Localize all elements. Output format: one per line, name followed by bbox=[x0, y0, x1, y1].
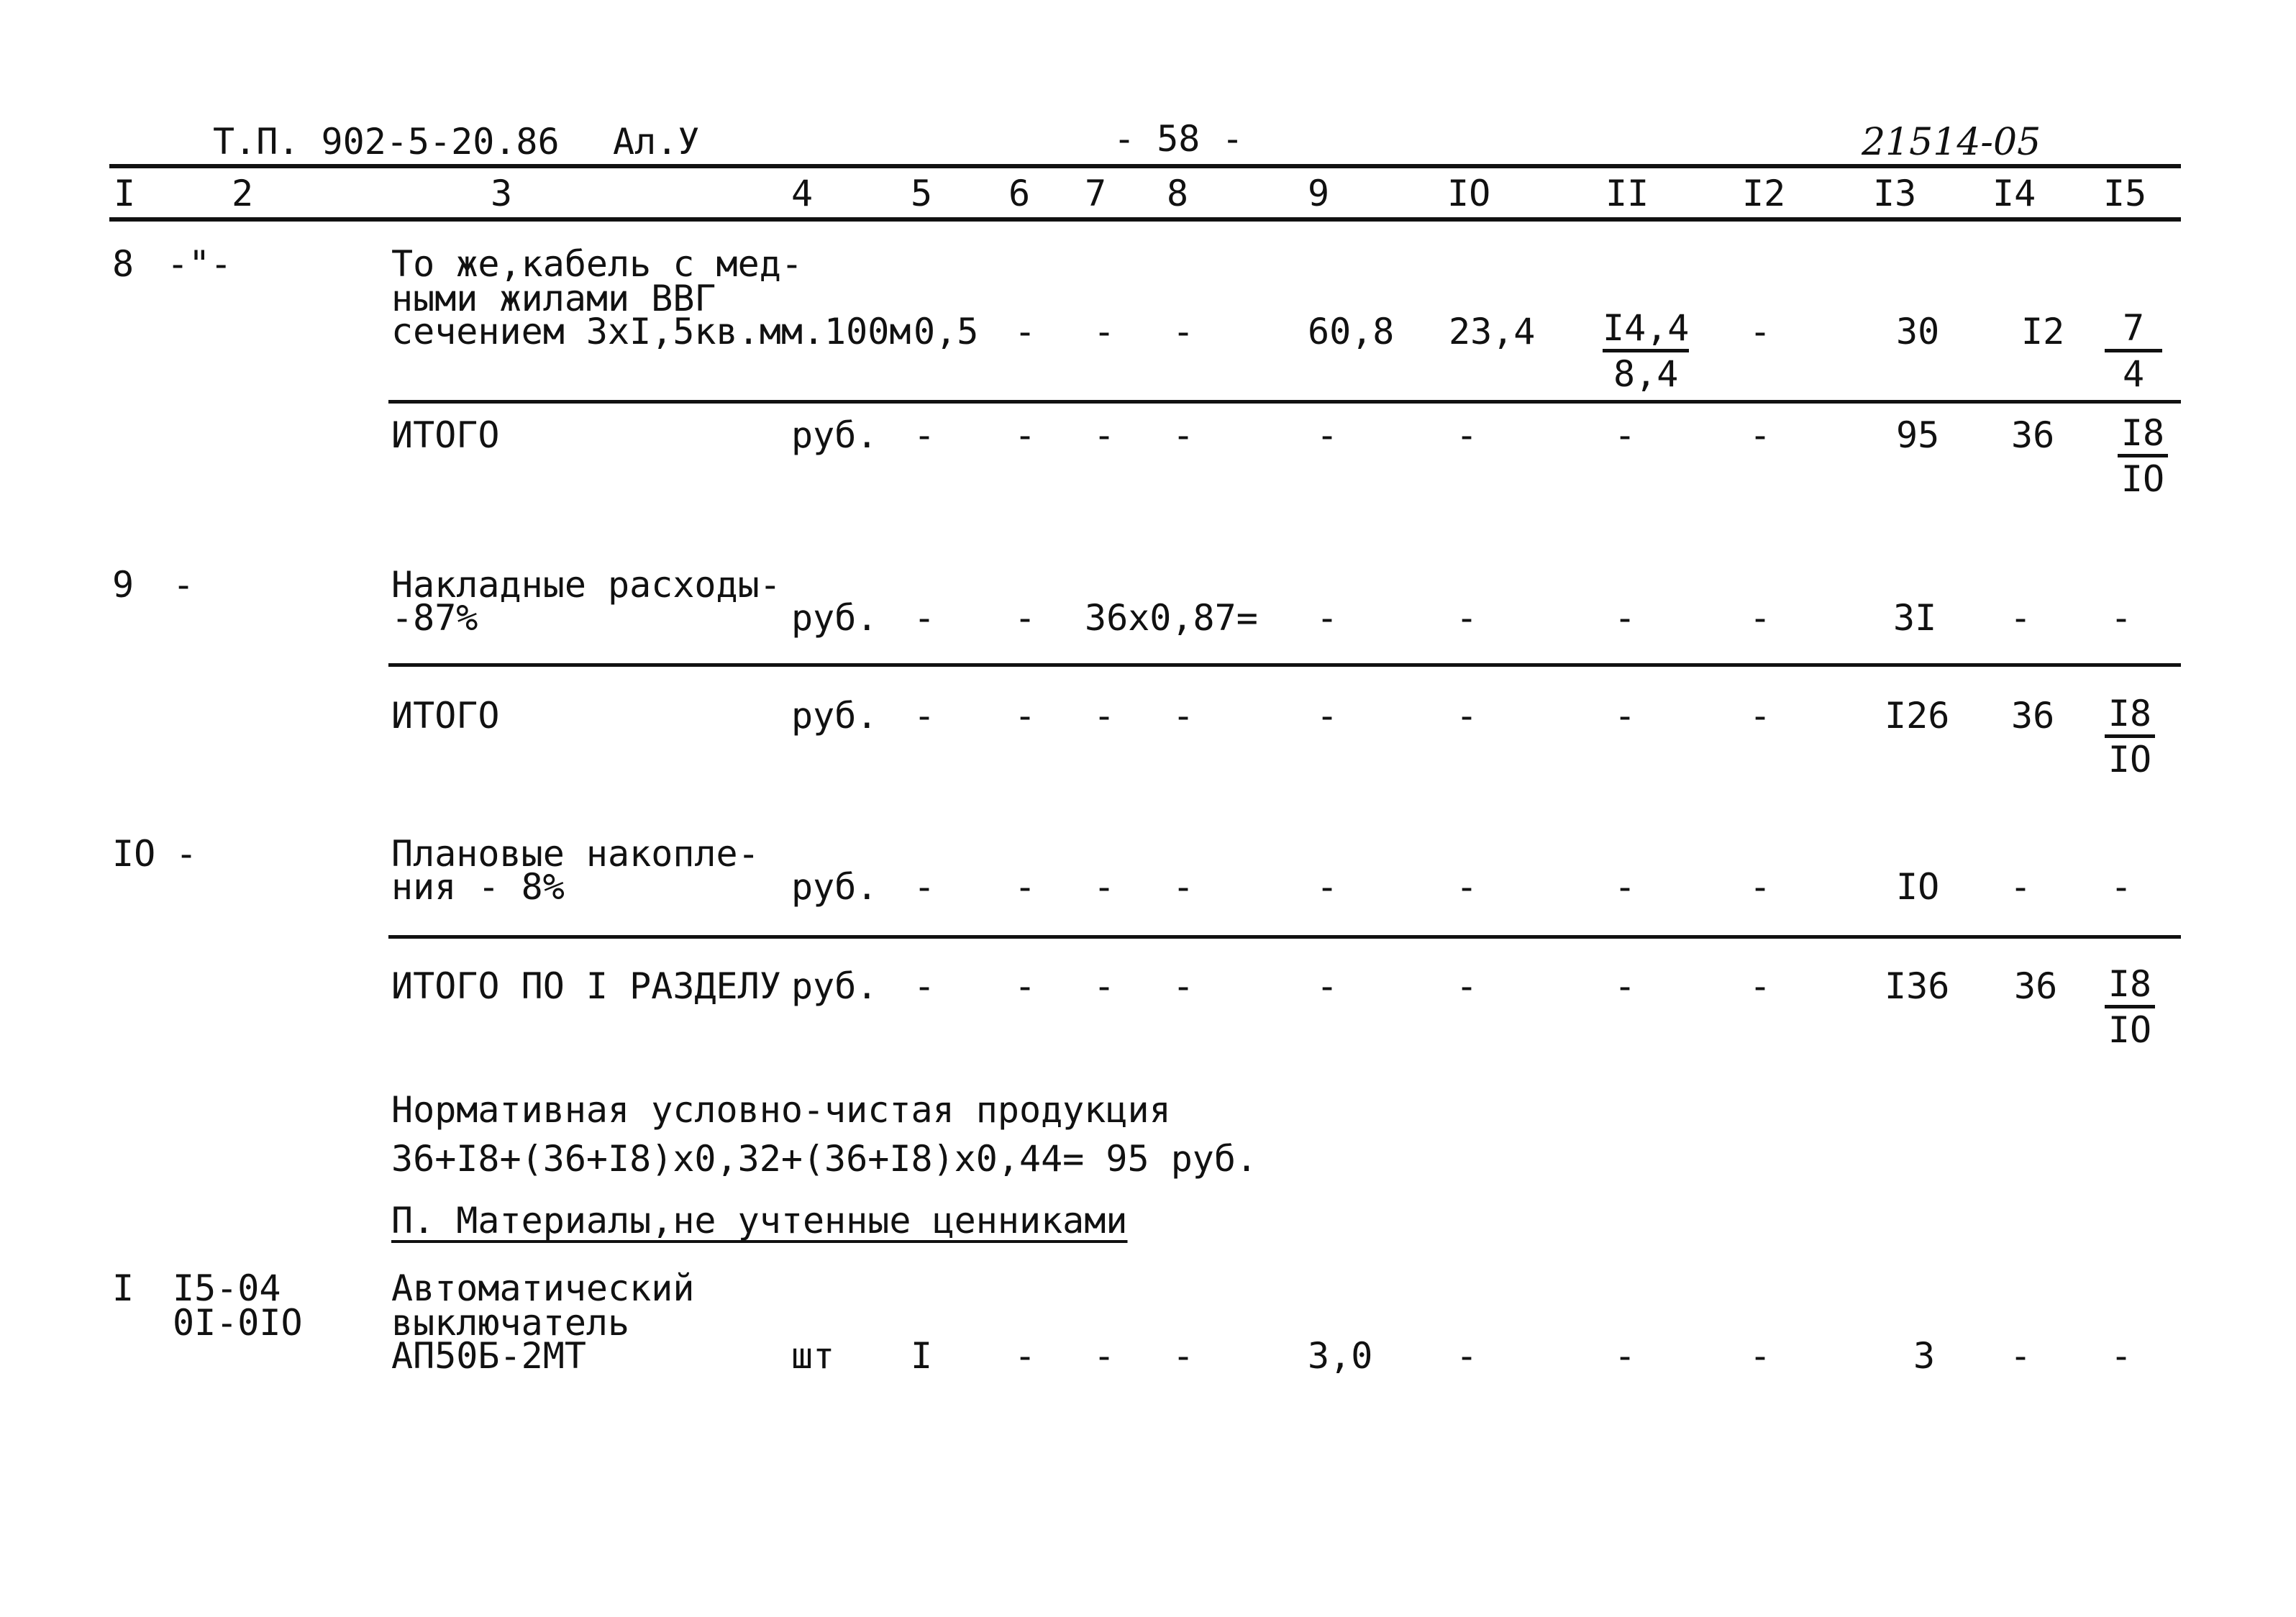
subtotal-label: ИТОГО bbox=[391, 695, 500, 737]
cell-col11: - bbox=[1614, 597, 1636, 639]
cell-col9: - bbox=[1316, 597, 1339, 639]
page-number: - 58 - bbox=[1113, 118, 1244, 160]
cell-col13: 95 bbox=[1896, 414, 1940, 456]
cell-col10: - bbox=[1456, 695, 1478, 737]
stamp-number: 21514-05 bbox=[1862, 121, 2041, 164]
album-number: Ал.У bbox=[613, 121, 700, 163]
fraction-denominator: 4 bbox=[2122, 352, 2145, 395]
cell-col15-fraction bbox=[2105, 965, 2155, 1049]
col-8-header: 8 bbox=[1167, 173, 1189, 214]
subtotal-unit: руб. bbox=[791, 695, 878, 737]
cell-col7-8-formula: 36х0,87= bbox=[1085, 597, 1258, 639]
cell-col11: - bbox=[1614, 965, 1636, 1007]
subtotal-label: ИТОГО ПО I РАЗДЕЛУ bbox=[391, 965, 781, 1007]
cell-col15: - bbox=[2110, 1335, 2133, 1377]
doc-code: Т.П. 902-5-20.86 bbox=[213, 121, 560, 163]
cell-col14: 36 bbox=[2011, 695, 2055, 737]
cell-col9: - bbox=[1316, 414, 1339, 456]
fraction-denominator: IO bbox=[2108, 738, 2152, 780]
fraction-denominator: IO bbox=[2120, 457, 2165, 500]
row-number: 8 bbox=[112, 243, 135, 285]
cell-col4-unit: руб. bbox=[791, 866, 878, 908]
fraction-denominator: IO bbox=[2108, 1008, 2152, 1051]
fraction-bar bbox=[2105, 1005, 2155, 1008]
cell-col13: 3I bbox=[1893, 597, 1937, 639]
cell-col13: I26 bbox=[1885, 695, 1950, 737]
row-code: - bbox=[173, 564, 195, 606]
col-15-header: I5 bbox=[2103, 173, 2147, 214]
col-7-header: 7 bbox=[1085, 173, 1107, 214]
col-10-header: IO bbox=[1447, 173, 1491, 214]
row-description-line: Плановые накопле- bbox=[391, 833, 760, 875]
cell-col9: 3,0 bbox=[1308, 1335, 1373, 1377]
fraction-numerator: I4,4 bbox=[1603, 307, 1690, 349]
cell-col5: 0,5 bbox=[914, 311, 979, 352]
cell-col6: - bbox=[1014, 414, 1037, 456]
cell-col14: 36 bbox=[2011, 414, 2055, 456]
subtotal-unit: руб. bbox=[791, 414, 878, 456]
cell-col8: - bbox=[1172, 866, 1195, 908]
section-title: П. Материалы,не учтенные ценниками bbox=[391, 1200, 1128, 1242]
cell-col9: - bbox=[1316, 695, 1339, 737]
cell-col15: - bbox=[2110, 597, 2133, 639]
cell-col11: - bbox=[1614, 1335, 1636, 1377]
cell-col6: - bbox=[1014, 597, 1037, 639]
cell-col12: - bbox=[1749, 414, 1772, 456]
subtotal-rule bbox=[388, 663, 2181, 667]
col-2-header: 2 bbox=[232, 173, 254, 214]
fraction-numerator: I8 bbox=[2108, 963, 2152, 1005]
row-number: IO bbox=[112, 833, 156, 875]
row-description-line: сечением 3хI,5кв.мм.100м bbox=[391, 311, 911, 352]
cell-col5: - bbox=[914, 414, 936, 456]
cell-col12: - bbox=[1749, 1335, 1772, 1377]
fraction-numerator: I8 bbox=[2120, 412, 2165, 454]
col-4-header: 4 bbox=[791, 173, 814, 214]
cell-col8: - bbox=[1172, 414, 1195, 456]
cell-col6: - bbox=[1014, 866, 1037, 908]
row-description-line: выключатель bbox=[391, 1302, 630, 1344]
cell-col7: - bbox=[1093, 695, 1116, 737]
fraction-bar bbox=[1603, 349, 1689, 352]
fraction-bar bbox=[2105, 349, 2162, 352]
cell-col10: - bbox=[1456, 597, 1478, 639]
cell-col8: - bbox=[1172, 311, 1195, 352]
cell-col12: - bbox=[1749, 597, 1772, 639]
cell-col4-unit: шт bbox=[791, 1335, 835, 1377]
cell-col14: - bbox=[2010, 1335, 2032, 1377]
subtotal-label: ИТОГО bbox=[391, 414, 500, 456]
row-description-line: ния - 8% bbox=[391, 866, 565, 908]
cell-col11: - bbox=[1614, 414, 1636, 456]
subtotal-unit: руб. bbox=[791, 965, 878, 1007]
cell-col9: - bbox=[1316, 965, 1339, 1007]
fraction-numerator: 7 bbox=[2122, 307, 2145, 349]
row-code-line: 0I-0IO bbox=[173, 1302, 303, 1344]
subtotal-rule bbox=[388, 935, 2181, 939]
cell-col10: 23,4 bbox=[1449, 311, 1536, 352]
cell-col7: - bbox=[1093, 866, 1116, 908]
row-description-line: То же,кабель с мед- bbox=[391, 243, 803, 285]
cell-col9: 60,8 bbox=[1308, 311, 1395, 352]
normative-title: Нормативная условно-чистая продукция bbox=[391, 1089, 1171, 1131]
cell-col6: - bbox=[1014, 1335, 1037, 1377]
cell-col5: - bbox=[914, 597, 936, 639]
cell-col12: - bbox=[1749, 695, 1772, 737]
row-description-line: ными жилами ВВГ bbox=[391, 278, 716, 319]
cell-col7: - bbox=[1093, 1335, 1116, 1377]
row-description-line: АП50Б-2МТ bbox=[391, 1335, 586, 1377]
row-description-line: Накладные расходы- bbox=[391, 564, 781, 606]
cell-col11-fraction bbox=[1603, 309, 1689, 393]
cell-col5: - bbox=[914, 866, 936, 908]
col-6-header: 6 bbox=[1008, 173, 1031, 214]
cell-col8: - bbox=[1172, 1335, 1195, 1377]
cell-col12: - bbox=[1749, 866, 1772, 908]
fraction-bar bbox=[2105, 734, 2155, 738]
cell-col10: - bbox=[1456, 414, 1478, 456]
cell-col10: - bbox=[1456, 965, 1478, 1007]
cell-col10: - bbox=[1456, 866, 1478, 908]
cell-col6: - bbox=[1014, 965, 1037, 1007]
row-number: I bbox=[112, 1267, 135, 1309]
cell-col7: - bbox=[1093, 311, 1116, 352]
cell-col9: - bbox=[1316, 866, 1339, 908]
cell-col13: 30 bbox=[1896, 311, 1940, 352]
top-rule bbox=[109, 164, 2181, 168]
row-description-line: -87% bbox=[391, 597, 478, 639]
cell-col13: 3 bbox=[1913, 1335, 1936, 1377]
col-12-header: I2 bbox=[1742, 173, 1786, 214]
cell-col13: IO bbox=[1896, 866, 1940, 908]
normative-formula: 36+I8+(36+I8)х0,32+(36+I8)х0,44= 95 руб. bbox=[391, 1138, 1258, 1180]
header-bottom-rule bbox=[109, 217, 2181, 222]
col-3-header: 3 bbox=[491, 173, 513, 214]
fraction-numerator: I8 bbox=[2108, 693, 2152, 734]
col-5-header: 5 bbox=[911, 173, 933, 214]
cell-col7: - bbox=[1093, 414, 1116, 456]
cell-col14: 36 bbox=[2014, 965, 2058, 1007]
cell-col14: - bbox=[2010, 866, 2032, 908]
cell-col11: - bbox=[1614, 866, 1636, 908]
row-description-line: Автоматический bbox=[391, 1267, 695, 1309]
cell-col15-fraction bbox=[2105, 309, 2162, 393]
cell-col12: - bbox=[1749, 311, 1772, 352]
cell-col13: I36 bbox=[1885, 965, 1950, 1007]
col-14-header: I4 bbox=[1992, 173, 2036, 214]
cell-col10: - bbox=[1456, 1335, 1478, 1377]
col-9-header: 9 bbox=[1308, 173, 1330, 214]
cell-col11: - bbox=[1614, 695, 1636, 737]
subtotal-rule bbox=[388, 400, 2181, 404]
cell-col14: - bbox=[2010, 597, 2032, 639]
row-number: 9 bbox=[112, 564, 135, 606]
cell-col6: - bbox=[1014, 695, 1037, 737]
col-11-header: II bbox=[1605, 173, 1649, 214]
fraction-bar bbox=[2118, 454, 2168, 457]
cell-col15: - bbox=[2110, 866, 2133, 908]
cell-col5: - bbox=[914, 965, 936, 1007]
col-13-header: I3 bbox=[1873, 173, 1917, 214]
cell-col5: - bbox=[914, 695, 936, 737]
cell-col14: I2 bbox=[2021, 311, 2065, 352]
cell-col12: - bbox=[1749, 965, 1772, 1007]
cell-col5: I bbox=[911, 1335, 933, 1377]
cell-col4-unit: руб. bbox=[791, 597, 878, 639]
cell-col8: - bbox=[1172, 695, 1195, 737]
row-code: -"- bbox=[167, 243, 232, 285]
fraction-denominator: 8,4 bbox=[1613, 352, 1679, 395]
row-code-line: I5-04 bbox=[173, 1267, 281, 1309]
row-code: - bbox=[176, 833, 198, 875]
col-1-header: I bbox=[114, 173, 136, 214]
cell-col15-fraction bbox=[2118, 414, 2168, 498]
cell-col8: - bbox=[1172, 965, 1195, 1007]
cell-col7: - bbox=[1093, 965, 1116, 1007]
cell-col6: - bbox=[1014, 311, 1037, 352]
cell-col15-fraction bbox=[2105, 695, 2155, 778]
